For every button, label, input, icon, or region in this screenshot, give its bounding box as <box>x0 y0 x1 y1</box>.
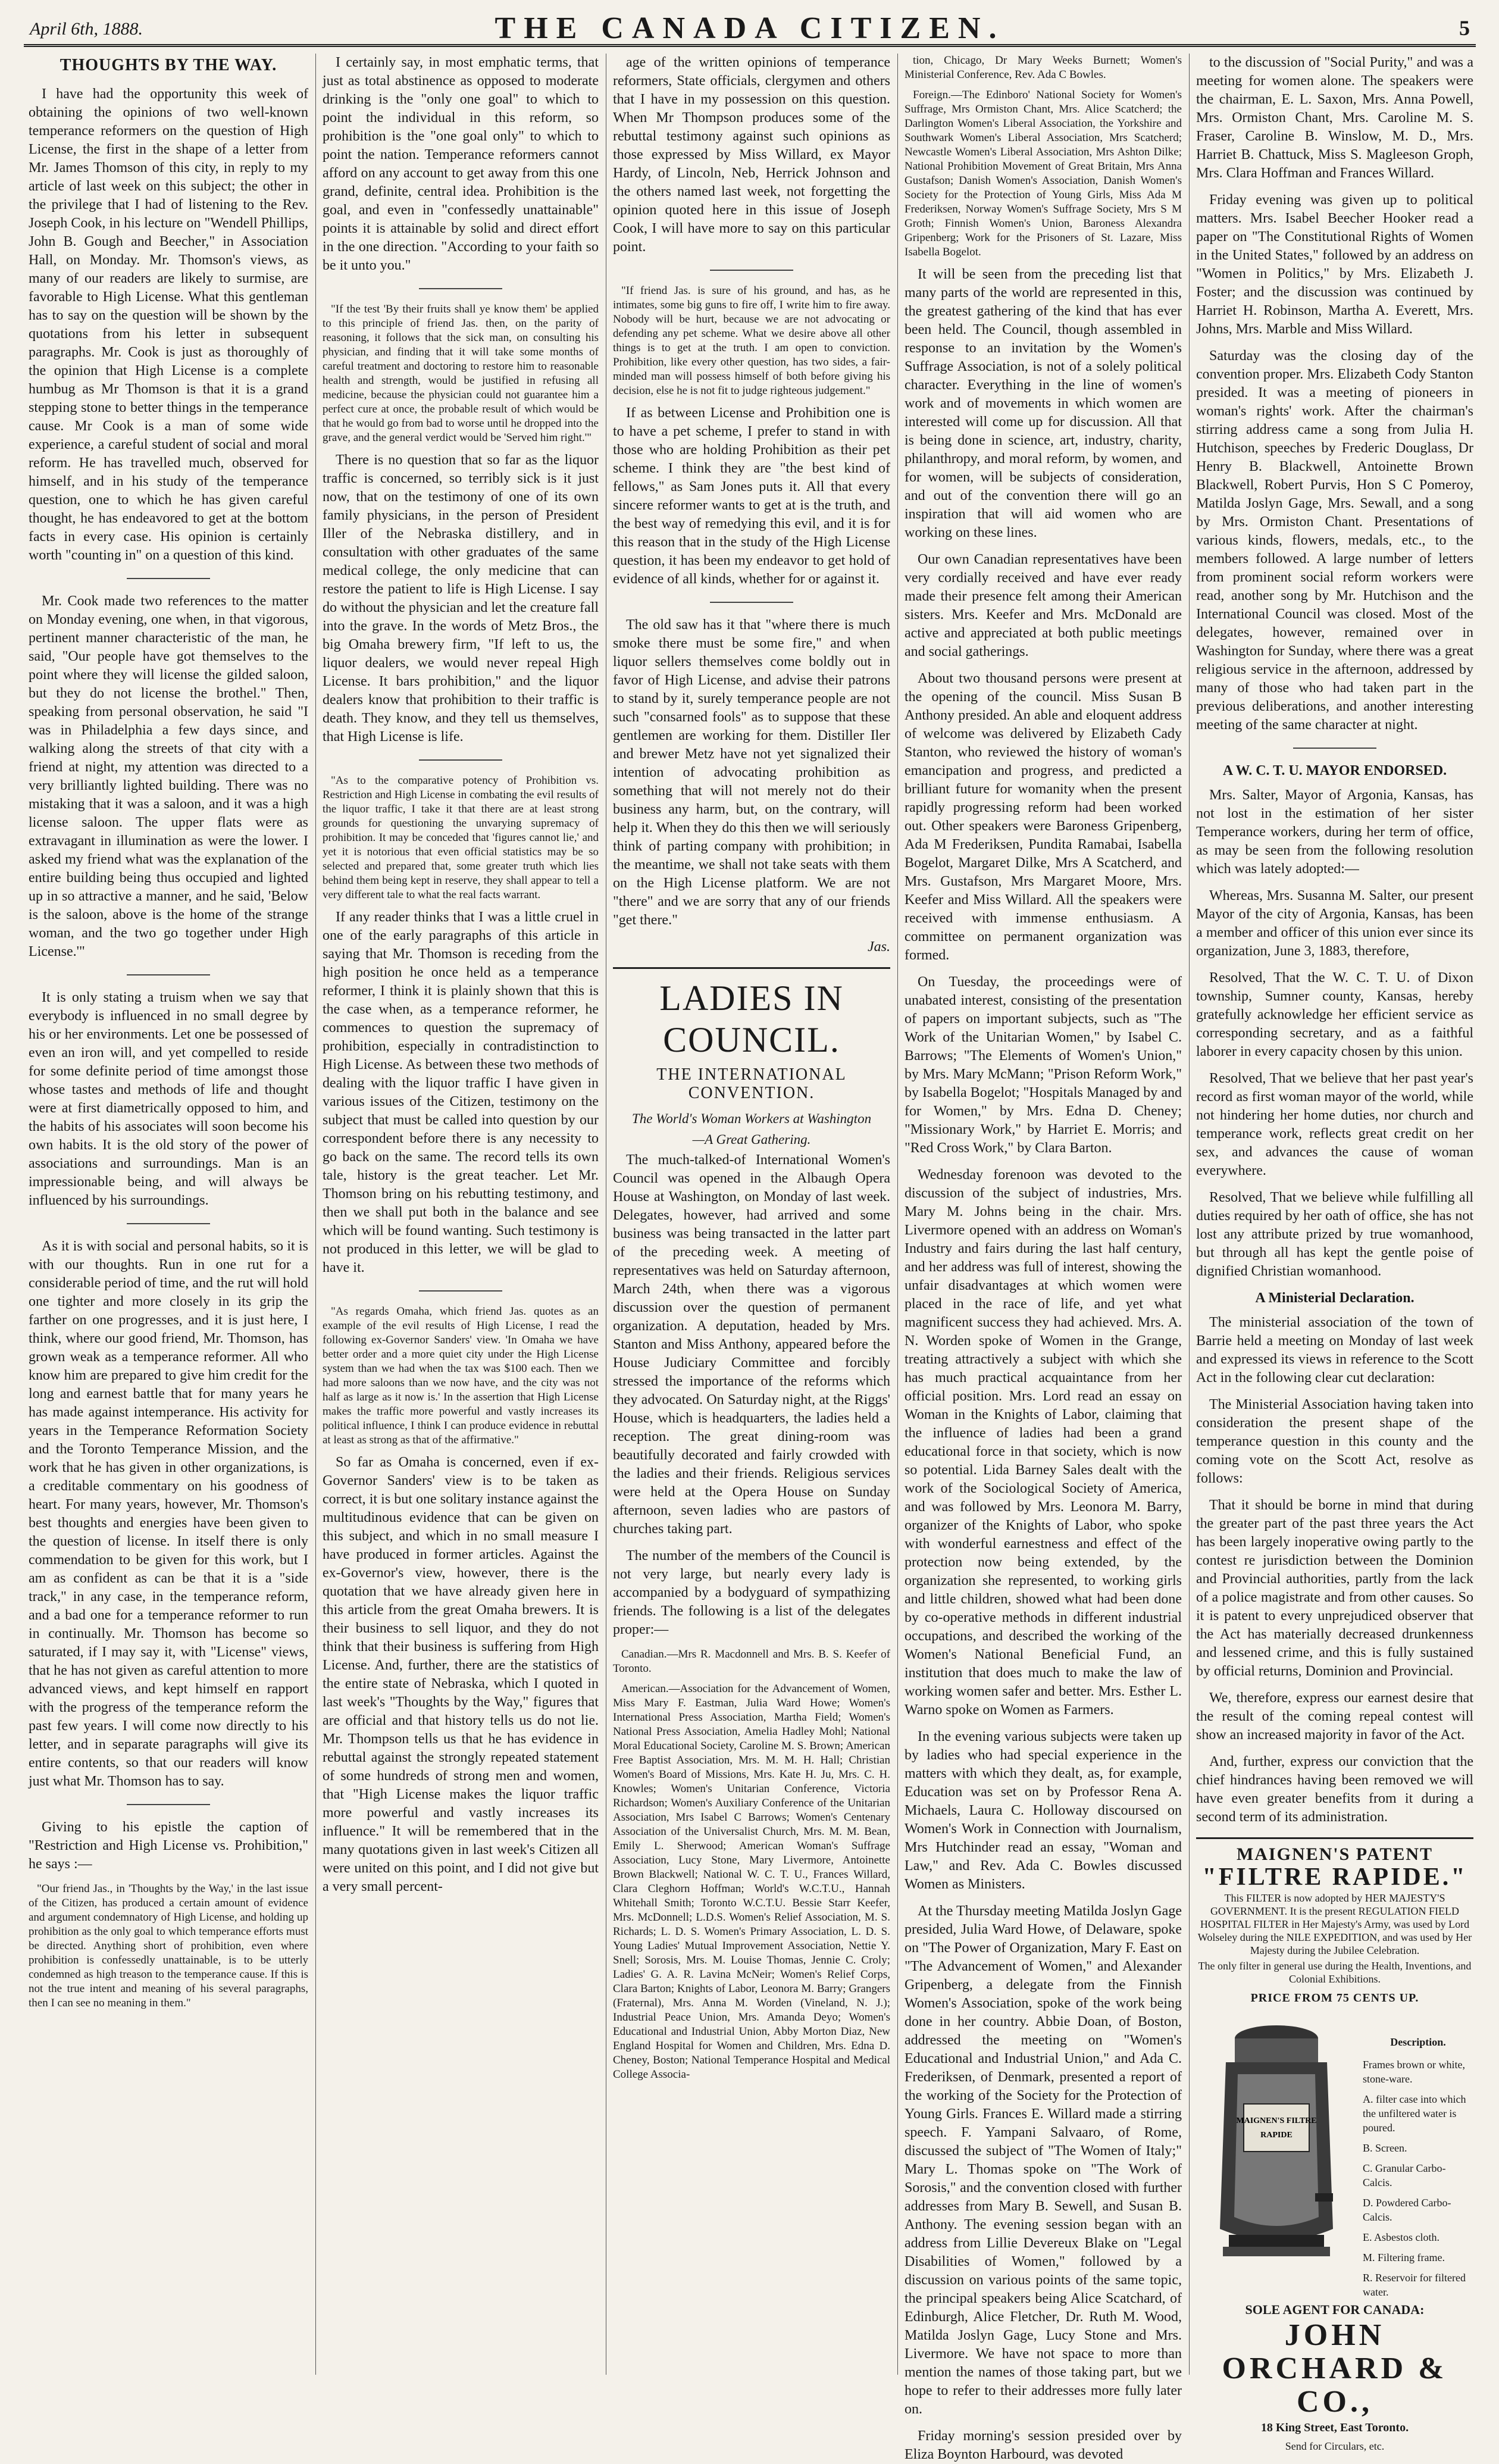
masthead <box>24 11 1476 47</box>
paragraph: The ministerial association of the town of Barrie held a meeting on Monday of last week and expressed its views in reference to the Scott Act in the following clear cut declaration: <box>1196 1315 1473 1386</box>
paragraph: We, therefore, express our earnest desire that the result of the coming repeal contest will show an increased majority in favor of the Act. <box>1196 1690 1473 1743</box>
newspaper-title: THE CANADA CITIZEN. <box>495 11 1005 45</box>
article-heading-thoughts: THOUGHTS BY THE WAY. <box>60 56 277 74</box>
section-divider <box>127 1804 210 1805</box>
paragraph: If any reader thinks that I was a little cruel in one of the early paragraphs of this article in saying that Mr. Thomson is receding from the high position he once held as a temperance reformer, I think it is plainly shown that this is the case when, as a temperance reformer, he commences to question the supremacy of prohibition, especially in contradistinction to High License. As between these two methods of dealing with the liquor traffic I have given in various issues of the Citizen, testimony on the subject that must be called into question by our correspondent before there is any necessity to go back on the same. The record tells its own tale, history is the great teacher. Let Mr. Thomson bring on his rebutting testimony, and then we shall put both in the balance and see which will be found wanting. Such testimony is not produced in this letter, we will be glad to have it. <box>323 909 599 1275</box>
filter-parts-list <box>1363 2035 1473 2305</box>
issue-date: April 6th, 1888. <box>30 19 143 39</box>
paragraph: There is no question that so far as the liquor traffic is concerned, so terribly sick is it just now, that on the testimony of one of its own family physicians, in the person of President Iller of the Nebraska distillery, and in consultation with other graduates of the same medical college, the only medicine that can restore the patient to life is High License. I say do without the physician and let the creature fall into the grave. In the words of Metz Bros., the big Omaha brewery firm, "If left to us, the liquor dealers, we would never repeal High License. It bars prohibition," and the liquor dealers know that prohibition to their traffic is death. They know, and they tell us themselves, that High License is life. <box>323 452 599 745</box>
paragraph: Mrs. Salter, Mayor of Argonia, Kansas, has not lost in the estimation of her sister Temperance workers, during her term of office, as may be seen from the following resolution which was lately adopted:— <box>1196 787 1473 877</box>
paragraph: The Ministerial Association having taken into consideration the present shape of the temperance question in this county and the coming vote on the Scott Act, resolve as follows: <box>1196 1397 1473 1486</box>
delegate-list: American.—Association for the Advancement of Women, Miss Mary F. Eastman, Julia Ward Howe; Women's International Press Association, Martha Field; Women's National Press Association, Amelia Hadley Mohl; National Moral Educational Society, Caroline M. S. Brown; American Free Baptist Association, Mrs. M. M. H. Hall; Christian Women's Board of Missions, Mrs. Kate H. Ju, Mrs. C. H. Knowles; Women's Unitarian Conference, Victoria Richardson; Women's Auxiliary Conference of the Unitarian Association, Mrs Isabel C Barrows; Women's Centenary Association of the Universalist Church, Mrs. M. M. Bean, Emily L. Sherwood; American Woman's Suffrage Association, Lucy Stone, Mary Livermore, Antoinette Brown Blackwell; National W. C. T. U., Frances Willard, Clara Cleghorn Hoffman; World's W.C.T.U., Hannah Whitehall Smith; Toronto W.C.T.U. Bessie Starr Keefer, Mrs. McDonnell; L.D.S. Women's Relief Association, M. S. Richards; L. D. S. Women's Primary Association, L. D. S. Young Ladies' Mutual Improvement Association, Nettie Y. Snell; Sorosis, Mrs. M. Louise Thomas, Jennie C. Croly; Ladies' G. A. R. Lavina McNeir; Women's Relief Corps, Clara Barton; Knights of Labor, Leonora M. Barry; Grangers (Fraternal), Mrs. Anna M. Worden (Vineland, N. J.); Industrial Peace Union, Mrs. Amanda Deyo; Women's Educational and Industrial Union, Abby Morton Diaz, New England Hospital for Women and Children, Mrs. Edna D. Cheney, Boston; National Temperance Hospital and Medical College Associa- <box>613 1683 890 2081</box>
ad-exhibition-note: The only filter in general use during the Health, Inventions, and Colonial Exhibitions. <box>1198 1960 1472 1985</box>
quoted-letter: "As regards Omaha, which friend Jas. quotes as an example of the evil results of High License, I read the following ex-Governor Sanders' view. 'In Omaha we have better order and a more quiet city under the High License system than we had when the tax was $100 each. Then we had more saloons than we now have, and the city was not half as large as it now is.' In the assertion that High License makes the traffic more powerful and vastly increases its political influence, I think I can produce evidence in rebuttal at least as strong as that of the affirmative." <box>323 1305 599 1446</box>
delegate-list: tion, Chicago, Dr Mary Weeks Burnett; Women's Ministerial Conference, Rev. Ada C Bowles. <box>905 54 1182 81</box>
paragraph: Resolved, That the W. C. T. U. of Dixon township, Sumner county, Kansas, hereby gratefully acknowledge her efficient service as corresponding secretary, and as a faithful laborer in every capacity chosen by this union. <box>1196 970 1473 1059</box>
quoted-letter: "If the test 'By their fruits shall ye know them' be applied to this principle of friend Jas. then, on the parity of reasoning, it follows that the sick man, on consulting his physician, and finding that it will take some months of careful treatment and doctoring to restore him to reasonable health and strength, would be justified in refusing all medicine, because the physician could not guarantee him a perfect cure at once, the probable result of which would be that he would go from bad to worse until he dropped into the grave, and the general verdict would be 'Served him right.'" <box>323 303 599 444</box>
column-4 <box>905 54 1182 2462</box>
column-rule <box>897 54 898 2375</box>
ad-agent-name: JOHN ORCHARD & CO., <box>1222 2318 1448 2419</box>
section-divider <box>419 1290 502 1292</box>
article-subheading: THE INTERNATIONAL CONVENTION. <box>656 1065 847 1102</box>
quoted-letter: "As to the comparative potency of Prohibition vs. Restriction and High License in combating the evil results of the liquor traffic, I take it that there are at least strong grounds for questioning the unvarying supremacy of prohibition. It may be conceded that 'figures cannot lie,' and yet it is notorious that even official statistics may be so selected and prepared that, some greater truth which lies behind them being kept in reserve, they shall appear to tell a very different tale to what the real facts warrant. <box>323 774 599 901</box>
ad-patent-line: MAIGNEN'S PATENT <box>1236 1844 1434 1864</box>
author-signature: Jas. <box>868 939 890 955</box>
paragraph: And, further, express our conviction that the chief hindrances having been removed we will have even greater benefits from it during a second term of its administration. <box>1196 1754 1473 1825</box>
part-item: R. Reservoir for filtered water. <box>1363 2272 1466 2298</box>
section-divider <box>419 288 502 289</box>
ad-address: 18 King Street, East Toronto. <box>1260 2421 1409 2434</box>
ad-product-name: "FILTRE RAPIDE." <box>1202 1863 1467 1891</box>
article-heading-ministerial-declaration: A Ministerial Declaration. <box>1255 1290 1414 1306</box>
part-item: M. Filtering frame. <box>1363 2252 1445 2263</box>
paragraph: About two thousand persons were present at the opening of the council. Miss Susan B Anthony presided. An able and eloquent address of welcome was delivered by Elizabeth Cady Stanton, who reviewed the history of woman's emancipation and progress, and predicted a brilliant future for womanity when the present rapidly progressing reform had been worked out. Other speakers were Baroness Gripenberg, Ada M Frederiksen, Pundita Ramabai, Isabella Bogelot, Margaret Dilke, Mrs A Scatcherd, and Mrs. Gustafson, Mrs Margaret Moore, Mrs. Keefer and Miss Willard. All the speakers were received with immense enthusiasm. A committee on permanent organization was formed. <box>905 671 1182 963</box>
paragraph: Friday morning's session presided over by Eliza Boynton Harbourd, was devoted <box>905 2428 1182 2462</box>
paragraph: The number of the members of the Council is not very large, but nearly every lady is accompanied by a bodyguard of sympathizing friends. The following is a list of the delegates proper:— <box>613 1548 890 1637</box>
paragraph: That it should be borne in mind that during the greater part of the past three years the Act has been largely inoperative owing partly to the contest re jurisdiction between the Dominion and Provincial authorities, partly from the lack of a police magistrate and from other causes. So it is patent to every unprejudiced observer that the Act has materially decreased drunkenness and lessened crime, and this is fully sustained by official returns, Dominion and Provincial. <box>1196 1497 1473 1679</box>
paragraph: age of the written opinions of temperance reformers, State officials, clergymen and others that I have in my possession on this question. When Mr Thompson produces some of the rebuttal testimony against such opinions as those expressed by Miss Willard, ex Mayor Hardy, of Lincoln, Neb, Herrick Johnson and the others named last week, not forgetting the opinion quoted here in this issue of Joseph Cook, I will have more to say on this particular point. <box>613 55 890 255</box>
part-item: D. Powdered Carbo-Calcis. <box>1363 2197 1451 2223</box>
ad-price: PRICE FROM 75 CENTS UP. <box>1250 1991 1419 2005</box>
section-divider <box>710 602 793 603</box>
section-divider <box>419 759 502 761</box>
paragraph: So far as Omaha is concerned, even if ex-Governor Sanders' view is to be taken as correct, it is but one solitary instance against the multitudinous evidence that can be given on this subject, and which in no small measure I have produced in former articles. Against the ex-Governor's view, however, there is the quotation that we have already given here in this article from the great Omaha brewers. It is their business to sell liquor, and they do not think that their business is suffering from High License. And, further, there are the statistics of the entire state of Nebraska, which I quoted in last week's "Thoughts by the Way," figures that are official and that history tells us do not lie. Mr. Thompson tells us that he has evidence in rebuttal against the strongly repeated statement of some hundreds of strong men and women, that "High License makes the liquor traffic more powerful and vastly increases its influence." It will be remembered that in the many quotations given in last week's Citizen all were united on this point, and I did not give but a very small percent- <box>323 1455 599 1894</box>
section-divider <box>127 578 210 579</box>
paragraph: In the evening various subjects were taken up by ladies who had special experience in the matters with which they dealt, as, for example, Education was set on by Professor Rena A. Michaels, Laura C. Holloway discoursed on Women's Work in Connection with Journalism, Mrs Hutchinder read an essay, "Woman and Law," and Rev. Ada C. Bowles discussed Women as Ministers. <box>905 1729 1182 1892</box>
section-divider <box>127 1223 210 1224</box>
paragraph: It will be seen from the preceding list that many parts of the world are represented in this, the greatest gathering of the kind that has ever been held. The Council, though assembled in response to an invitation by the Women's Suffrage Association, is not of a solely political character. Everything in the line of women's work and of movements in which women are interested will come up for discussion. All that is being done in science, art, industry, charity, philanthropy, and moral reform, by women, and for women, will be subjects of consideration, and out of the convention there will go an inspiration that will aid women who are working on these lines. <box>905 267 1182 540</box>
part-item: Frames brown or white, stone-ware. <box>1363 2059 1465 2085</box>
paragraph: The old saw has it that "where there is much smoke there must be some fire," and when liquor sellers themselves come boldly out in favor of High License, and advise their patrons to stand by it, surely temperance people are not such "consarned fools" as to suppose that these gentlemen are working for them. Distiller Iler and brewer Metz have not yet signalized their intention of advocating prohibition as something that will not merely not do their business any harm, but, on the contrary, will help it. When they do this then we will seriously think of parting company with prohibition; in the meantime, we shall not take seats with them on the High License platform. We are not "there" and we are sorry that any of our friends "get there." <box>613 617 890 928</box>
page-number: 5 <box>1459 16 1470 40</box>
column-rule <box>1189 54 1190 2375</box>
quoted-letter: "Our friend Jas., in 'Thoughts by the Way,' in the last issue of the Citizen, has produced a certain amount of evidence and argument condemnatory of High License, and holding up prohibition as the only goal to which temperance efforts must be directed. Anything short of prohibition, even where prohibition is confessedly unattainable, is to be utterly condemned as high treason to the temperance cause. If this is not the true intent and meaning of his several paragraphs, then I can see no meaning in them." <box>29 1883 308 2009</box>
filter-advertisement <box>1196 1837 1473 2463</box>
paragraph: Resolved, That we believe while fulfilling all duties required by her oath of office, she has not lost any attribute prized by true womanhood, but through all has kept the gentle poise of dignified Christian womanhood. <box>1196 1190 1473 1279</box>
article-heading-wctu-mayor: A W. C. T. U. MAYOR ENDORSED. <box>1222 763 1447 778</box>
delegate-list: Canadian.—Mrs R. Macdonnell and Mrs. B. S. Keefer of Toronto. <box>613 1648 890 1675</box>
ad-circulars: Send for Circulars, etc. <box>1285 2440 1385 2452</box>
section-divider <box>1293 748 1376 749</box>
paragraph: Giving to his epistle the caption of "Restriction and High License vs. Prohibition," he says :— <box>29 1819 308 1872</box>
article-deck: —A Great Gathering. <box>692 1132 811 1147</box>
column-5 <box>1196 54 1473 2452</box>
paragraph: Resolved, That we believe that her past year's record as first woman mayor of the world, while not hindering her home duties, nor church and temperance work, reflects great credit on her sex, and advances the cause of woman everywhere. <box>1196 1071 1473 1178</box>
ad-agent-label: SOLE AGENT FOR CANADA: <box>1245 2302 1425 2317</box>
parts-title: Description. <box>1390 2036 1446 2048</box>
paragraph: The much-talked-of International Women's Council was opened in the Albaugh Opera House at Washington, on Monday of last week. Delegates, however, had arrived and some business was being transacted in the latter part of the preceding week. A meeting of representatives was held on Saturday afternoon, March 24th, when there was a vigorous discussion over the question of permanent organization. A deputation, headed by Mrs. Stanton and Miss Anthony, appeared before the House Judiciary Committee and forcibly stressed the importance of the reforms which they advocated. On Saturday night, at the Riggs' House, which is headquarters, the ladies held a reception. The great dining-room was beautifully decorated and fairly crowded with the ladies and their friends. Religious services were held at the Opera House on Sunday afternoon, seven ladies who are pastors of churches taking part. <box>613 1152 890 1537</box>
article-heading-ladies-in-council: LADIES IN COUNCIL. <box>613 967 890 1061</box>
paragraph: Mr. Cook made two references to the matter on Monday evening, one when, in that vigorous, pertinent manner characteristic of the man, he said, "Our people have got themselves to the point where they will license the gilded saloon, but they do not license the brothel." Then, speaking from personal observation, he said "I was in Philadelphia a few days since, and walking along the streets of that city with a friend at night, my attention was directed to a very brilliantly lighted building. There was no mistaking that it was a saloon, and it was a high license saloon. The upper flats were as extravagant in illumination as were the lower. I asked my friend what was the explanation of the entire building being thus occupied and lighted up in so attractive a manner, and he said, 'Below is the saloon, above is the home of the strange woman, and the two go together under High License.'" <box>29 593 308 959</box>
paragraph: As it is with social and personal habits, so it is with our thoughts. Run in one rut for a considerable period of time, and the rut will hold one tighter and more closely in its grip the farther on one progresses, and it is just here, I think, where our good friend, Mr. Thomson, has grown weak as a temperance reformer. All who know him are prepared to give him credit for the long and earnest battle that for many years he has made against intemperance. His activity for years in the Temperance Reformation Society and the Toronto Temperance Mission, and the work that he has given in other organizations, is a creditable commentary on his goodness of heart. For many years, however, Mr. Thomson's best thoughts and energies have been given to the question of license. In itself there is only commendation to be given for this work, but I am as confident as can be that it is a "side track," in any case, in the temperance reform, and a bad one for a temperance reformer to run in continually. Mr. Thomson has become so saturated, if I may say it, with "License" views, that he has not given as careful attention to more advanced views, and kept himself en rapport with the progress of the temperance reform the past few years. I will come now directly to his letter, and in separate paragraphs will give its entire contents, so that our readers will know just what Mr. Thomson has to say. <box>29 1239 308 1789</box>
article-deck: The World's Woman Workers at Washington <box>631 1111 872 1126</box>
ad-description: This FILTER is now adopted by HER MAJESTY'S GOVERNMENT. It is the present REGULATION FIELD HOSPITAL FILTER in Her Majesty's Army, was used by Lord Wolseley during the NILE EXPEDITION, and was used by Her Majesty during the Jubilee Celebration. <box>1197 1892 1472 1956</box>
paragraph: Saturday was the closing day of the convention proper. Mrs. Elizabeth Cody Stanton presided. It was a meeting of pioneers in woman's rights' work. After the chairman's stirring address came a song from Julia H. Hutchison, speeches by Frederic Douglass, Dr Henry B. Blackwell, Antoinette Brown Blackwell, Robert Purvis, Hon S C Pomeroy, Matilda Joslyn Gage, Mrs. Sewall, and a song by Mrs. Ormiston Chant. Presentations of various kinds, flowers, medals, etc., to the members followed. A large number of letters from prominent social reform workers were read, another song by Mr. Hutchison and the International Council was closed. Most of the delegates, however, remained over in Washington for Sunday, where there was a great religious service in the afternoon, addressed by many of those who had taken part in the previous deliberations, and another interesting meeting of the same character at night. <box>1196 348 1473 733</box>
column-3 <box>613 54 890 2375</box>
paragraph: Whereas, Mrs. Susanna M. Salter, our present Mayor of the city of Argonia, Kansas, has been a member and officer of this union ever since its organization, June 3, 1883, therefore, <box>1196 888 1473 959</box>
column-rule <box>315 54 316 2375</box>
filter-illustration <box>1202 2015 1351 2288</box>
paragraph: It is only stating a truism when we say that everybody is influenced in no small degree by his or her environments. Let one be possessed of even an iron will, and yet compelled to reside for some definite period of time amongst those whose tastes and methods of life and thought were at first diametrically opposed to him, and the habits of his associates will soon become his own habits. It is the old story of the power of associations and surroundings. Man is an impressionable being, and will always be influenced by his surroundings. <box>29 990 308 1208</box>
column-2 <box>323 54 599 2375</box>
delegate-list: Foreign.—The Edinboro' National Society for Women's Suffrage, Mrs Ormiston Chant, Mrs. Alice Scatcherd; the Darlington Women's Liberal Association, the Yorkshire and Southwark Women's Liberal Association, Mrs Scatcherd; Newcastle Women's Liberal Association, Mrs Ashton Dilke; National Prohibition Movement of Great Britain, Mrs Anna Gustafson; Danish Women's Association, Danish Women's Society for the Protection of Young Girls, Miss Ada M Frederiksen, Norway Women's Suffrage Society, Mrs S M Groth; Finnish Women's Union, Baroness Alexandra Gripenberg; Work for the Prisoners of St. Lazare, Miss Isabella Bogelot. <box>905 89 1182 258</box>
device-label-1: MAIGNEN'S FILTRE <box>1236 2116 1317 2125</box>
paragraph: Our own Canadian representatives have been very cordially received and have ever ready made their presence felt among their American sisters. Mrs. Keefer and Mrs. McDonald are active and appreciated at both public meetings and social gatherings. <box>905 552 1182 659</box>
column-1 <box>29 54 308 2375</box>
paragraph: to the discussion of "Social Purity," and was a meeting for women alone. The speakers were the chairman, E. L. Saxon, Mrs. Anna Powell, Mrs. Ormiston Chant, Mrs. Caroline M. S. Fraser, Caroline B. Winslow, M. D., Mrs. Harriet B. Chattuck, Miss S. Magleeson Groph, Mrs. Clara Hoffman and Frances Willard. <box>1196 55 1473 181</box>
paragraph: I have had the opportunity this week of obtaining the opinions of two well-known temperance reformers on the question of High License, the first in the shape of a letter from Mr. James Thomson of this city, in reply to my article of last week on this subject; the other in the privilege that I had of listening to the Rev. Joseph Cook, in his lecture on "Wendell Phillips, John B. Gough and Beecher," in Association Hall, on Monday. Mr. Thomson's views, as many of our readers are likely to surmise, are favorable to High License. What this gentleman has to say on the question will be shown by the quotations from his letter in subsequent paragraphs. Mr. Cook is just as thoroughly of the opinion that High License is a complete humbug as Mr Thomson is that it is a grand stepping stone to better things in the temperance cause. Mr Cook is a man of some wide experience, a careful student of social and moral reform. He has travelled much, observed for himself, and in his study of the temperance question, one to which he has given careful thought, he has endeavored to get at the bottom facts in every case. His opinion is certainly worth "counting in" on a question of this kind. <box>29 86 308 563</box>
part-item: A. filter case into which the unfiltered water is poured. <box>1363 2093 1466 2134</box>
part-item: C. Granular Carbo-Calcis. <box>1363 2162 1446 2188</box>
section-divider <box>127 974 210 975</box>
paragraph: If as between License and Prohibition one is to have a pet scheme, I prefer to stand in with those who are holding Prohibition as their pet scheme. I think they are "the best kind of fellows," as Sam Jones puts it. All that every sincere reformer wants to get at is the truth, and the best way of remedying this evil, and it is for this reason that in the study of the High License question, it has been my endeavor to get hold of evidence of all kinds, whether for or against it. <box>613 405 890 587</box>
paragraph: I certainly say, in most emphatic terms, that just as total abstinence as opposed to moderate drinking is the "only one goal" to which to point the individual in this reform, so prohibition is the "one goal only" to which to point the nation. Temperance reformers cannot afford on any account to get away from this one grand, definite, central idea. Prohibition is the goal, and even in "confessedly unattainable" points it is attainable by solid and direct effort in the one direction. "According to your faith so be it unto you." <box>323 55 599 273</box>
quoted-letter: "If friend Jas. is sure of his ground, and has, as he intimates, some big guns to fire off, I write him to fire away. Nobody will be hurt, because we are not advocating or defending any pet scheme. What we desire above all other things is to get at the truth. I am open to conviction. Prohibition, like every other question, has two sides, a fair-minded man will possess himself of both before giving his decision, else he is not fit to judge righteous judgement." <box>613 284 890 397</box>
device-label-2: RAPIDE <box>1260 2131 1293 2140</box>
part-item: B. Screen. <box>1363 2142 1407 2154</box>
part-item: E. Asbestos cloth. <box>1363 2231 1439 2243</box>
paragraph: Wednesday forenoon was devoted to the discussion of the subject of industries, Mrs. Mary M. Johns being in the chair. Mrs. Livermore opened with an address on Woman's Industry and fairs during the last half century, and her address was full of interest, showing the unfair disadvantages at which women were placed in the race of life, and yet what magnificent success they had achieved. Mrs. A. N. Worden spoke of Women in the Grange, treating attractively a subject with which she has much practical acquaintance from her official position. Mrs. Lord read an essay on Woman in the Knights of Labor, claiming that the influence of ladies had been a grand educational force in that society, which is now so potential. Lida Barney Sales dealt with the work of the Sociological Society of America, and was followed by Mrs. Leonora M. Barry, organizer of the Knights of Labor, who spoke with wonderful earnestness and effect of the protection now being extended, by the organization she represented, to working girls and little children, showed what had been done by co-operative methods in different industrial occupations, and described the working of the Women's National Beneficial Fund, an institution that does much to make the law of working women safer and better. Mrs. Esther L. Warno spoke on Women as Farmers. <box>905 1167 1182 1718</box>
paragraph: On Tuesday, the proceedings were of unabated interest, consisting of the presentation of papers on important subjects, such as "The Work of the Unitarian Women," by Isabel C. Barrows; "The Elements of Women's Union," by Mrs. Mary McMann; "Prison Reform Work," by Isabella Bogelot; "Hospitals Managed by and for Women," by Mrs. Edna D. Cheney; "Missionary Work," by Harriet E. Morris; and "Red Cross Work," by Clara Barton. <box>905 974 1182 1156</box>
section-divider <box>710 270 793 271</box>
paragraph: At the Thursday meeting Matilda Joslyn Gage presided, Julia Ward Howe, of Delaware, spoke on "The Power of Organization, Mary F. East on "The Advancement of Women," and Alexander Gripenberg, a delegate from the Finnish Women's Association, spoke of the work being done in her country. Abbie Doan, of Boston, addressed the meeting on "Women's Educational and Industrial Union," and Ada C. Frederiksen, of Denmark, presented a report of the working of the Society for the Protection of Young Girls. Frances E. Willard made a stirring speech. F. Yampani Salvaaro, of Rome, discussed the subject of "The Women of Italy;" Mary L. Thomas spoke on "The Work of Sorosis," and the convention closed with further addresses from Mary B. Sewell, and Susan B. Anthony. The evening session began with an address from Lillie Devereux Blake on "Legal Disabilities of Women," followed by a discussion on various points of the same topic, the principal speakers being Alice Scatchard, of Edinburgh, Alice Fletcher, Dr. Ruth M. Wood, Matilda Joslyn Gage, Lucy Stone and Mrs. Livermore. We have not space to more than mention the names of those taking part, but we hope to refer to their addresses more fully later on. <box>905 1903 1182 2417</box>
paragraph: Friday evening was given up to political matters. Mrs. Isabel Beecher Hooker read a paper on "The Constitutional Rights of Women in the United States," followed by an address on "Women in Politics," by Mrs. Elizabeth J. Foster; and the discussion was continued by Harriet H. Robinson, Martha A. Everett, Mrs. Johns, Mrs. Marble and Miss Willard. <box>1196 192 1473 337</box>
